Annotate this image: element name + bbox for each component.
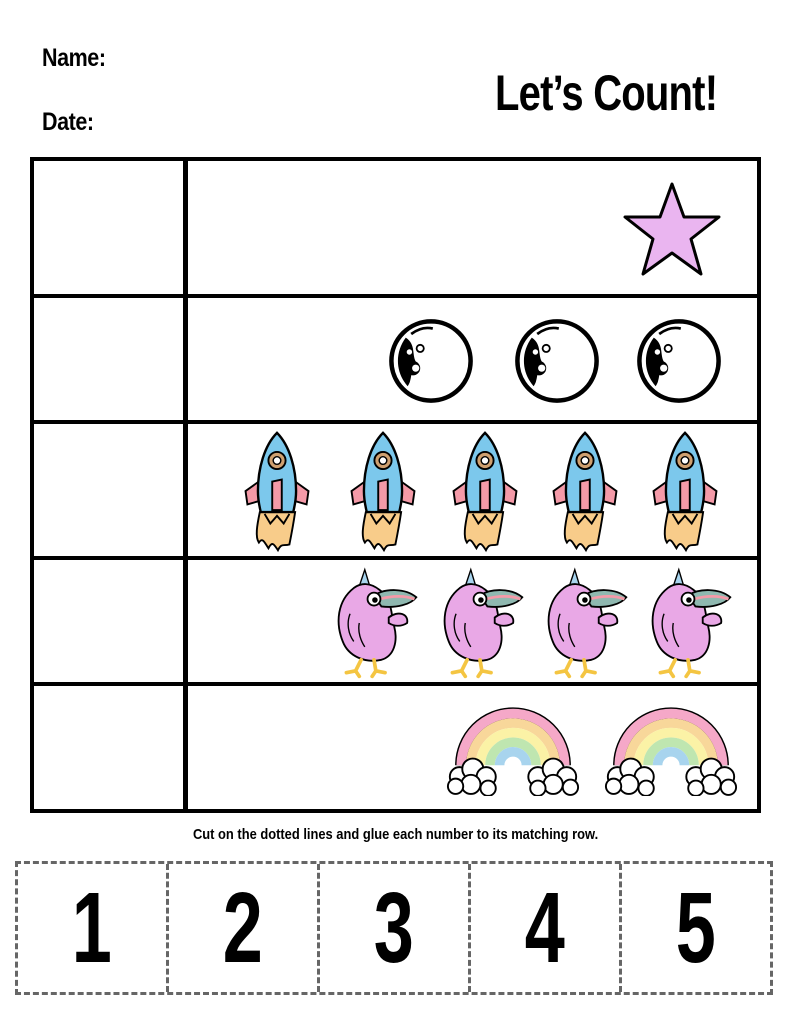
bird-icon xyxy=(642,566,734,680)
rocket-icon xyxy=(348,430,418,554)
number-digit: 4 xyxy=(524,872,566,984)
rocket-icon xyxy=(450,430,520,554)
number-cutouts xyxy=(15,861,773,995)
row-stars xyxy=(188,161,757,294)
rainbow-icon xyxy=(446,700,580,796)
row-moons xyxy=(188,298,757,420)
bird-icon xyxy=(538,566,630,680)
number-digit: 1 xyxy=(71,872,113,984)
bird-icon xyxy=(434,566,526,680)
number-digit: 2 xyxy=(222,872,264,984)
rocket-icon xyxy=(242,430,312,554)
instructions-text xyxy=(0,826,791,843)
rainbow-icon xyxy=(604,700,738,796)
cutout-number-5[interactable] xyxy=(622,864,770,992)
number-digit: 3 xyxy=(373,872,415,984)
instructions-label: Cut on the dotted lines and glue each number to its matching row. xyxy=(192,826,599,843)
row-birds xyxy=(188,560,757,682)
rocket-icon xyxy=(550,430,620,554)
counting-table xyxy=(30,157,761,813)
date-label: Date: xyxy=(42,108,94,136)
bird-icon xyxy=(328,566,420,680)
moon-icon xyxy=(386,316,476,406)
star-icon xyxy=(622,181,722,281)
cutout-number-3[interactable] xyxy=(320,864,471,992)
moon-icon xyxy=(634,316,724,406)
moon-icon xyxy=(512,316,602,406)
cutout-number-4[interactable] xyxy=(471,864,622,992)
cutout-number-2[interactable] xyxy=(169,864,320,992)
row-rockets xyxy=(188,424,757,556)
number-digit: 5 xyxy=(675,872,717,984)
page-title: Let’s Count! xyxy=(495,65,718,121)
cutout-number-1[interactable] xyxy=(18,864,169,992)
name-label: Name: xyxy=(42,44,106,72)
rocket-icon xyxy=(650,430,720,554)
row-rainbows xyxy=(188,686,757,809)
